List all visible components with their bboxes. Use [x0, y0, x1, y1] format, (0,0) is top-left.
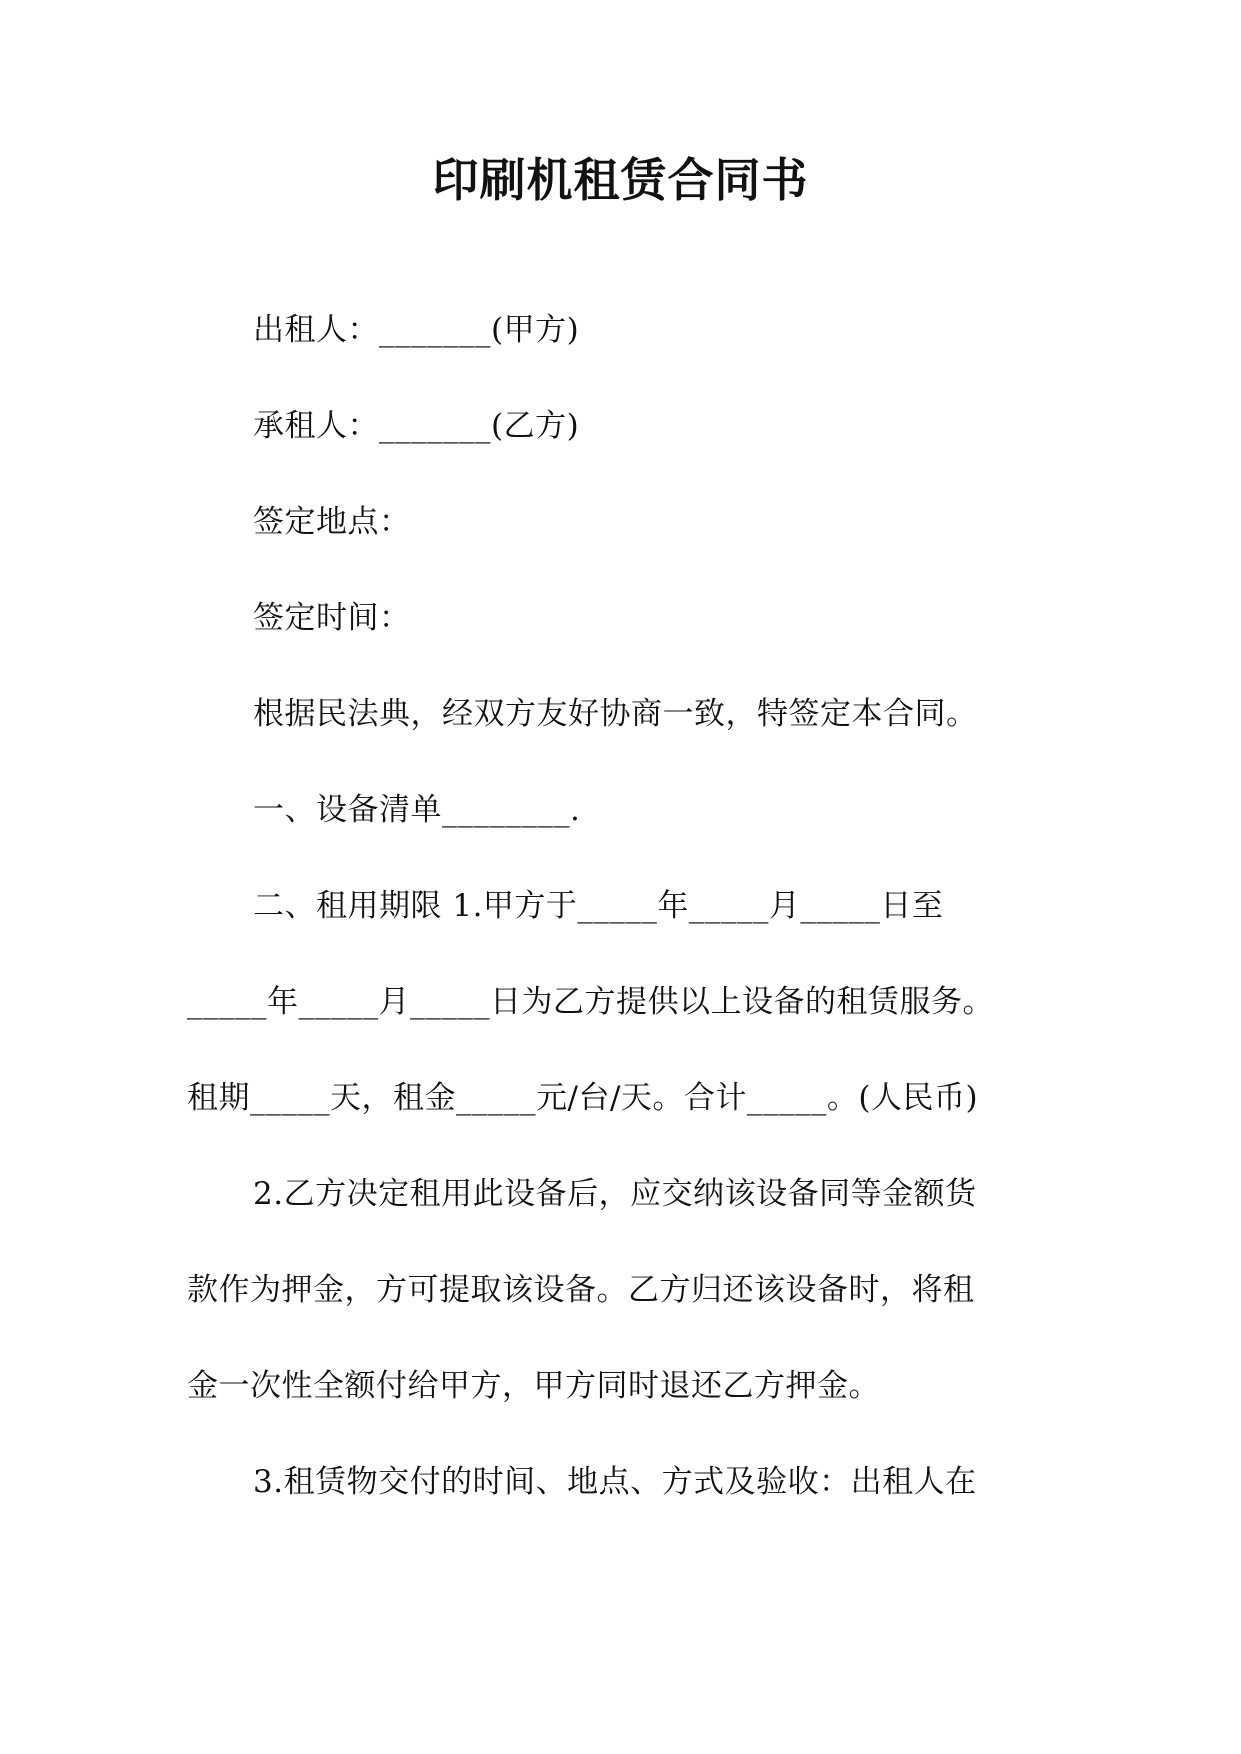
deposit-clause-line-3: 金一次性全额付给甲方，甲方同时退还乙方押金。: [187, 1368, 880, 1404]
lease-term-line-2: _____年_____月_____日为乙方提供以上设备的租赁服务。: [187, 984, 994, 1020]
lessee-line: 承租人：_______(乙方): [253, 408, 580, 444]
lease-term-line-1: 二、租用期限 1.甲方于_____年_____月_____日至: [253, 888, 944, 924]
deposit-clause-line-1: 2.乙方决定租用此设备后，应交纳该设备同等金额货: [253, 1176, 977, 1212]
sign-time-line: 签定时间：: [253, 600, 411, 636]
document-title: 印刷机租赁合同书: [432, 153, 809, 207]
sign-place-line: 签定地点：: [253, 504, 411, 540]
preamble-paragraph: 根据民法典，经双方友好协商一致，特签定本合同。: [253, 696, 978, 732]
delivery-clause-line-1: 3.租赁物交付的时间、地点、方式及验收：出租人在: [253, 1464, 977, 1500]
equipment-list-heading: 一、设备清单________.: [253, 792, 581, 828]
lease-term-line-3: 租期_____天，租金_____元/台/天。合计_____。(人民币): [187, 1080, 979, 1116]
deposit-clause-line-2: 款作为押金，方可提取该设备。乙方归还该设备时，将租: [187, 1272, 975, 1308]
lessor-line: 出租人：_______(甲方): [253, 312, 580, 348]
